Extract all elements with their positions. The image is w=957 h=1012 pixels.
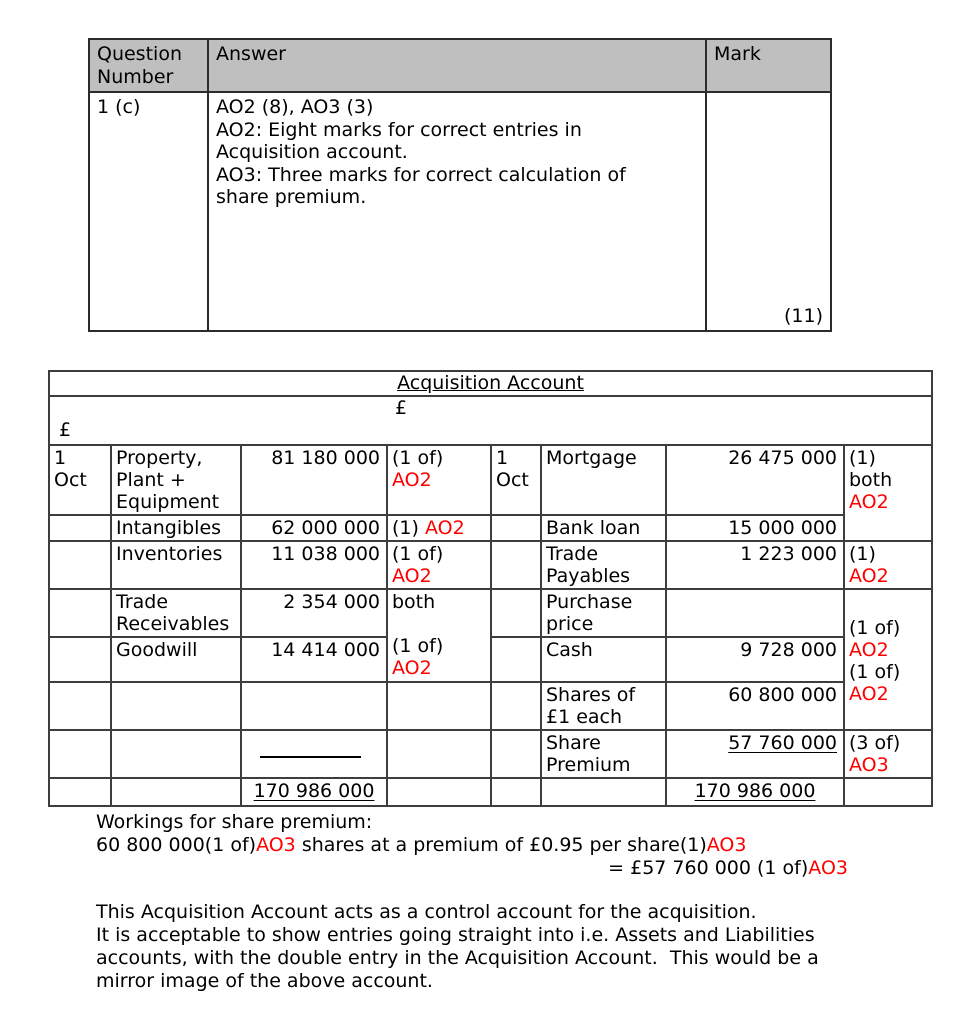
account-currency-cell: [49, 396, 932, 445]
debit-desc-cell: [111, 778, 241, 806]
debit-total-cell: [241, 778, 387, 806]
answer-cell: [208, 92, 706, 331]
credit-date-cell: [491, 589, 541, 637]
mark-ao-code: AO2: [392, 657, 432, 679]
workings-text: 60 800 000(1 of): [96, 834, 257, 856]
debit-mark-cell: [387, 541, 491, 589]
mark-cell: [706, 92, 831, 331]
credit-desc-cell: [541, 589, 666, 637]
desc-line: Shares of: [546, 684, 636, 706]
note-line: It is acceptable to show entries going straight into i.e. Assets and Liabilities: [96, 924, 815, 946]
credit-amount-cell: [666, 730, 844, 778]
table-row: [49, 682, 932, 730]
debit-desc-cell: Intangibles: [111, 515, 241, 541]
desc-line: Plant +: [116, 469, 186, 491]
blank-total-line: [260, 756, 361, 758]
debit-desc-cell: [111, 682, 241, 730]
desc-line: Premium: [546, 754, 631, 776]
credit-date-cell: [491, 682, 541, 730]
date-day: 1: [496, 447, 509, 469]
table-row: [49, 730, 932, 778]
debit-total: 170 986 000: [253, 780, 375, 802]
credit-mark-cell: [844, 541, 932, 589]
mark-annotation: both: [849, 469, 893, 491]
examiner-note: [96, 901, 819, 993]
workings-calculation: [96, 834, 848, 857]
table-row: [49, 445, 932, 515]
desc-line: Payables: [546, 565, 631, 587]
underlined-amount: 57 760 000: [728, 732, 837, 754]
account-title-cell: [49, 371, 932, 396]
credit-desc-cell: [541, 778, 666, 806]
answer-line: AO3: Three marks for correct calculation of: [216, 163, 626, 186]
credit-amount-cell: 26 475 000: [666, 445, 844, 515]
debit-mark-cell: [387, 445, 491, 515]
credit-mark-cell: [844, 730, 932, 778]
workings-title: Workings for share premium:: [96, 811, 373, 833]
debit-desc-cell: [111, 730, 241, 778]
debit-mark-cell: [387, 682, 491, 730]
workings-result: [96, 857, 848, 880]
mark-ao-code: AO3: [256, 834, 296, 856]
mark-annotation: (1 of): [849, 617, 901, 639]
date-month: Oct: [54, 469, 87, 491]
credit-mark-cell: [844, 778, 932, 806]
debit-date-cell: [49, 637, 111, 682]
credit-date-cell: [491, 730, 541, 778]
credit-amount-cell: 60 800 000: [666, 682, 844, 730]
debit-date-cell: [49, 730, 111, 778]
desc-line: Receivables: [116, 613, 230, 635]
debit-amount-cell: 14 414 000: [241, 637, 387, 682]
workings-text: shares at a premium of £0.95 per share(1): [295, 834, 707, 856]
credit-amount-cell: 9 728 000: [666, 637, 844, 682]
debit-date-cell: [49, 541, 111, 589]
mark-ao-code: AO2: [392, 565, 432, 587]
mark-annotation: (3 of): [849, 732, 901, 754]
desc-line: Property,: [116, 447, 203, 469]
answer-header-cell: Answer: [208, 39, 706, 92]
mark-header-cell: Mark: [706, 39, 831, 92]
mark-ao-code: AO2: [424, 517, 465, 539]
credit-desc-cell: Bank loan: [541, 515, 666, 541]
answer-line: AO2: Eight marks for correct entries in: [216, 118, 582, 141]
debit-date-cell: [49, 589, 111, 637]
mark-ao-code: AO2: [849, 491, 889, 513]
credit-desc-cell: [541, 541, 666, 589]
table-row: [49, 637, 932, 682]
debit-desc-cell: Inventories: [111, 541, 241, 589]
debit-date-cell: [49, 515, 111, 541]
answer-line: AO2 (8), AO3 (3): [216, 96, 374, 118]
credit-total: 170 986 000: [694, 780, 816, 802]
date-day: 1: [54, 447, 67, 469]
table-row: [49, 778, 932, 806]
debit-mark-cell: [387, 589, 491, 682]
table-row: [49, 541, 932, 589]
answer-line: Acquisition account.: [216, 141, 408, 163]
credit-amount-cell: [666, 589, 844, 637]
desc-line: Trade: [116, 591, 169, 613]
debit-date-cell: [49, 682, 111, 730]
credit-date-cell: [491, 445, 541, 515]
credit-mark-cell: [844, 589, 932, 730]
mark-annotation: (1): [849, 447, 876, 469]
debit-desc-cell: [111, 589, 241, 637]
question-number: 1 (c): [97, 96, 141, 118]
credit-date-cell: [491, 541, 541, 589]
mark-ao-code: AO2: [849, 639, 889, 661]
mark-annotation: both: [392, 591, 436, 613]
credit-desc-cell: [541, 730, 666, 778]
currency-symbol-credit: £: [395, 397, 408, 419]
mark-annotation: (1 of): [392, 635, 444, 657]
debit-mark-cell: [387, 730, 491, 778]
credit-desc-cell: Cash: [541, 637, 666, 682]
note-line: mirror image of the above account.: [96, 970, 433, 992]
mark-annotation: (1 of): [392, 447, 444, 469]
desc-line: price: [546, 613, 594, 635]
date-month: Oct: [496, 469, 529, 491]
debit-date-cell: [49, 778, 111, 806]
debit-date-cell: [49, 445, 111, 515]
credit-amount-cell: 15 000 000: [666, 515, 844, 541]
account-title-row: [49, 371, 932, 396]
desc-line: Trade: [546, 543, 599, 565]
account-currency-row: [49, 396, 932, 445]
credit-desc-cell: [541, 682, 666, 730]
mark-annotation: (1): [849, 543, 876, 565]
credit-desc-cell: Mortgage: [541, 445, 666, 515]
desc-line: Equipment: [116, 491, 220, 513]
debit-amount-cell: 2 354 000: [241, 589, 387, 637]
debit-amount-cell: 11 038 000: [241, 541, 387, 589]
note-line: This Acquisition Account acts as a control account for the acquisition.: [96, 901, 757, 923]
mark-table-header-row: [89, 39, 831, 92]
credit-mark-cell: [844, 445, 932, 541]
mark-annotation: (1 of): [849, 661, 901, 683]
acquisition-account-table: [48, 370, 933, 807]
debit-amount-cell: [241, 730, 387, 778]
workings-text: = £57 760 000 (1 of): [608, 857, 809, 879]
mark-total: (11): [783, 304, 823, 327]
account-title: Acquisition Account: [397, 372, 584, 394]
mark-ao-code: AO3: [849, 754, 889, 776]
desc-line: £1 each: [546, 706, 623, 728]
table-row: [49, 515, 932, 541]
question-number-header-cell: Question Number: [89, 39, 208, 92]
credit-total-cell: [666, 778, 844, 806]
debit-desc-cell: Goodwill: [111, 637, 241, 682]
debit-mark-cell: [387, 778, 491, 806]
mark-table-body-row: [89, 92, 831, 331]
workings-section: [96, 811, 848, 880]
mark-scheme-table: [88, 38, 832, 332]
debit-desc-cell: [111, 445, 241, 515]
credit-date-cell: [491, 778, 541, 806]
mark-annotation: (1 of): [392, 543, 444, 565]
desc-line: Purchase: [546, 591, 633, 613]
desc-line: Share: [546, 732, 601, 754]
mark-annotation: (1): [392, 517, 419, 539]
question-number-cell: [89, 92, 208, 331]
debit-amount-cell: 62 000 000: [241, 515, 387, 541]
credit-amount-cell: 1 223 000: [666, 541, 844, 589]
table-row: [49, 589, 932, 637]
credit-date-cell: [491, 637, 541, 682]
mark-ao-code: AO3: [808, 857, 848, 879]
credit-date-cell: [491, 515, 541, 541]
answer-line: share premium.: [216, 186, 367, 208]
debit-mark-cell: [387, 515, 491, 541]
mark-ao-code: AO2: [849, 683, 889, 705]
mark-ao-code: AO2: [849, 565, 889, 587]
debit-amount-cell: [241, 682, 387, 730]
debit-amount-cell: 81 180 000: [241, 445, 387, 515]
mark-ao-code: AO3: [706, 834, 747, 856]
note-line: accounts, with the double entry in the Acquisition Account. This would be a: [96, 947, 819, 969]
mark-ao-code: AO2: [392, 469, 432, 491]
currency-symbol-debit: £: [59, 419, 72, 441]
